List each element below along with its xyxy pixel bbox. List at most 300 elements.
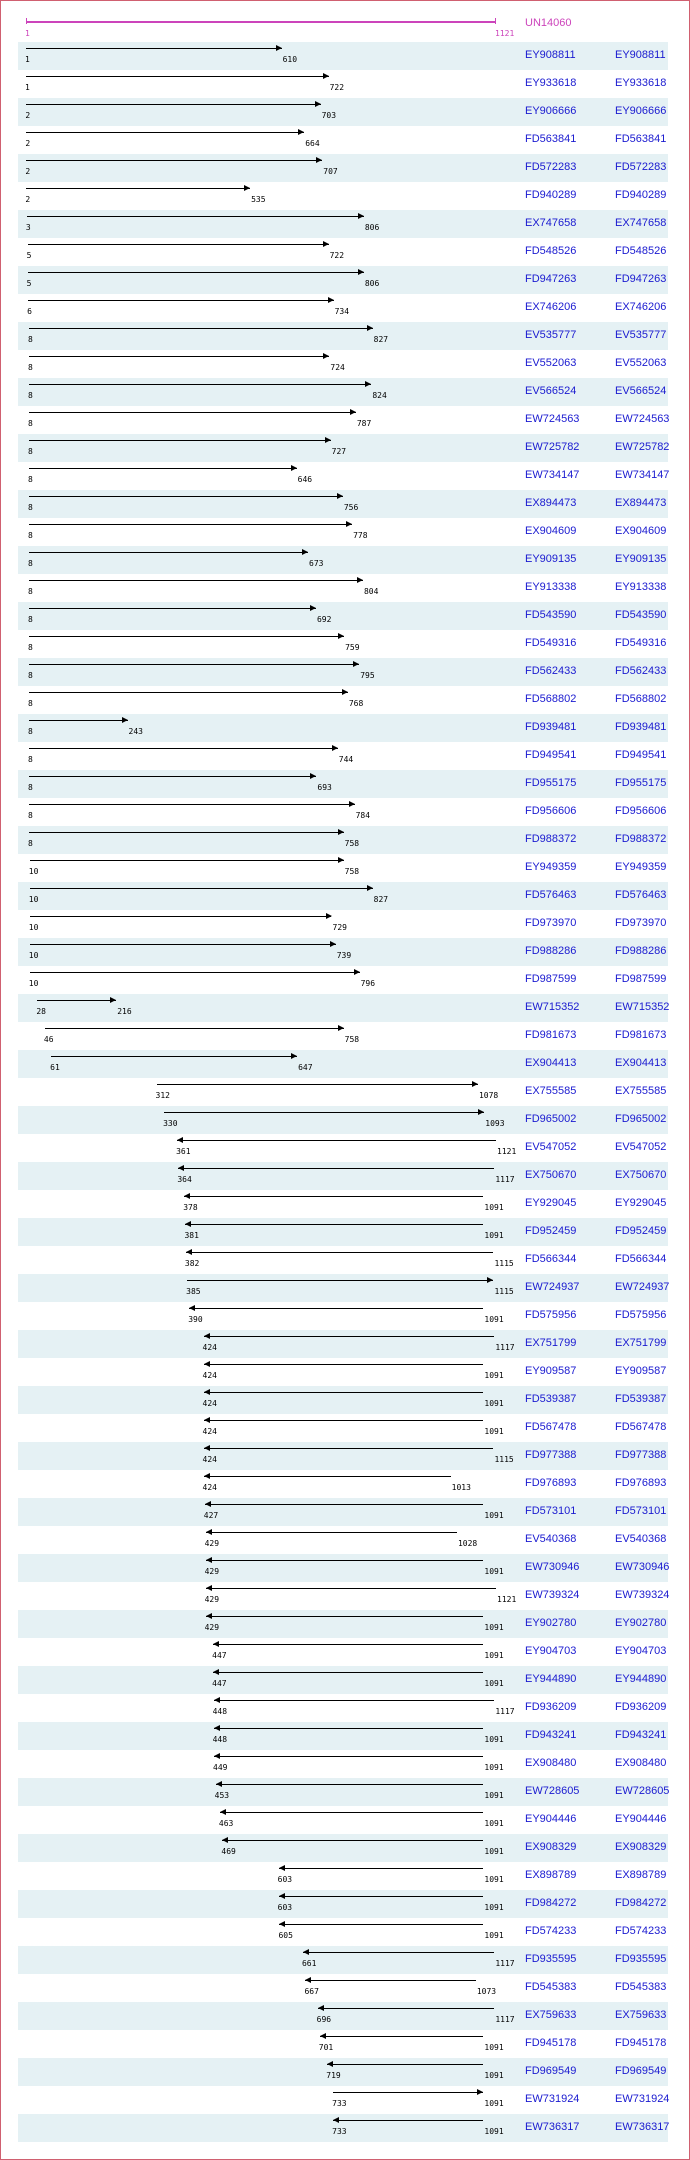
arrow-left-icon [206,1585,212,1591]
accession-link[interactable]: EW734147 [525,469,580,481]
end-position-label: 758 [344,1035,360,1044]
alignment-line [177,1140,496,1141]
accession-link[interactable]: EY929045 [525,1197,577,1209]
arrow-left-icon [305,1977,311,1983]
accession-link-secondary[interactable]: EV552063 [615,357,667,369]
arrow-right-icon [316,157,322,163]
accession-link[interactable]: FD940289 [525,189,577,201]
accession-link[interactable]: FD563841 [525,133,577,145]
accession-link[interactable]: EV552063 [525,357,577,369]
accession-link[interactable]: FD568802 [525,693,577,705]
arrow-right-icon [338,857,344,863]
arrow-left-icon [204,1473,210,1479]
arrow-left-icon [206,1529,212,1535]
accession-link[interactable]: FD943241 [525,1729,577,1741]
accession-link-secondary[interactable]: FD568802 [615,693,667,705]
accession-link-secondary[interactable]: EX894473 [615,497,667,509]
start-position-label: 603 [277,1875,293,1884]
alignment-line [29,496,343,497]
arrow-left-icon [206,1557,212,1563]
accession-link-secondary[interactable]: FD984272 [615,1897,667,1909]
start-position-label: 449 [213,1763,228,1772]
accession-link[interactable]: FD956606 [525,805,577,817]
alignment-line [303,1952,494,1953]
accession-link-secondary[interactable]: EW739324 [615,1589,670,1601]
start-position-label: 8 [27,811,33,820]
accession-link-secondary[interactable]: FD949541 [615,749,667,761]
start-position-label: 10 [28,867,39,876]
accession-link-secondary[interactable]: EY909135 [615,553,667,565]
alignment-line [184,1196,483,1197]
accession-link-secondary[interactable]: FD940289 [615,189,667,201]
arrow-right-icon [354,969,360,975]
alignment-line [30,944,336,945]
alignment-line [29,692,348,693]
accession-link[interactable]: FD939481 [525,721,577,733]
arrow-right-icon [487,1277,493,1283]
alignment-line [318,2008,495,2009]
accession-link-secondary[interactable]: EW728605 [615,1785,670,1797]
accession-link[interactable]: FD988372 [525,833,577,845]
start-position-label: 8 [27,671,33,680]
start-position-label: 424 [202,1371,217,1380]
accession-link[interactable]: EX750670 [525,1169,577,1181]
end-position-label: 795 [360,671,375,680]
alignment-line [29,804,355,805]
start-position-label: 424 [202,1399,217,1408]
start-position-label: 10 [28,951,39,960]
accession-link[interactable]: EX908480 [525,1757,577,1769]
alignment-line [222,1840,483,1841]
end-position-label: 1117 [495,2015,515,2024]
start-position-label: 378 [183,1203,198,1212]
accession-link-secondary[interactable]: EY904703 [615,1645,667,1657]
arrow-right-icon [349,801,355,807]
start-position-label: 424 [202,1483,217,1492]
end-position-label: 722 [329,251,345,260]
start-position-label: 2 [25,167,31,176]
accession-link[interactable]: EY909135 [525,553,577,565]
accession-link[interactable]: EW730946 [525,1561,580,1573]
accession-link[interactable]: EW728605 [525,1785,580,1797]
accession-link[interactable]: EV547052 [525,1141,577,1153]
accession-link[interactable]: EW724563 [525,413,580,425]
alignment-line [37,1000,116,1001]
accession-link-secondary[interactable]: FD988286 [615,945,667,957]
alignment-line [279,1896,484,1897]
start-position-label: 1 [25,55,30,64]
alignment-line [327,2064,483,2065]
alignment-line [26,132,304,133]
accession-link[interactable]: FD988286 [525,945,577,957]
arrow-right-icon [298,129,304,135]
accession-link[interactable]: EY904703 [525,1645,577,1657]
accession-link-secondary[interactable]: FD563841 [615,133,667,145]
accession-link[interactable]: FD576463 [525,889,577,901]
accession-link[interactable]: EY944890 [525,1673,577,1685]
accession-link-secondary[interactable]: FD935595 [615,1953,667,1965]
alignment-line [28,272,364,273]
arrow-right-icon [472,1081,478,1087]
arrow-right-icon [291,465,297,471]
accession-link-secondary[interactable]: EW724937 [615,1281,670,1293]
accession-link-secondary[interactable]: FD955175 [615,777,667,789]
arrow-right-icon [110,997,116,1003]
accession-link-secondary[interactable]: FD548526 [615,245,667,257]
arrow-left-icon [177,1137,183,1143]
end-position-label: 1115 [494,1259,514,1268]
arrow-right-icon [367,325,373,331]
arrow-left-icon [318,2005,324,2011]
alignment-line [186,1252,494,1253]
start-position-label: 8 [27,503,33,512]
accession-link-secondary[interactable]: FD973970 [615,917,667,929]
accession-link-secondary[interactable]: EX908480 [615,1757,667,1769]
accession-link-secondary[interactable]: FD965002 [615,1113,667,1125]
end-position-label: 1091 [484,1931,504,1940]
arrow-right-icon [122,717,128,723]
accession-link[interactable]: EY902780 [525,1617,577,1629]
accession-link[interactable]: EY933618 [525,77,577,89]
accession-link[interactable]: EY949359 [525,861,577,873]
accession-link-secondary[interactable]: EW730946 [615,1561,670,1573]
arrow-left-icon [320,2033,326,2039]
accession-link-secondary[interactable]: FD543590 [615,609,667,621]
accession-link-secondary[interactable]: EW725782 [615,441,670,453]
alignment-line [26,76,329,77]
arrow-left-icon [204,1417,210,1423]
accession-link[interactable]: EV540368 [525,1533,577,1545]
accession-link[interactable]: FD575956 [525,1309,577,1321]
alignment-line [30,860,344,861]
arrow-left-icon [220,1809,226,1815]
arrow-right-icon [323,241,329,247]
start-position-label: 8 [27,839,33,848]
accession-link[interactable]: EY909587 [525,1365,577,1377]
accession-link-secondary[interactable]: EY902780 [615,1617,667,1629]
start-position-label: 696 [316,2015,332,2024]
accession-link-secondary[interactable]: FD976893 [615,1477,667,1489]
end-position-label: 784 [355,811,371,820]
accession-link[interactable]: FD947263 [525,273,577,285]
end-position-label: 1121 [497,1595,517,1604]
accession-link-secondary[interactable]: FD539387 [615,1393,667,1405]
accession-link-secondary[interactable]: EX904609 [615,525,667,537]
alignment-line [30,972,360,973]
accession-link[interactable]: EV566524 [525,385,577,397]
arrow-right-icon [346,521,352,527]
accession-link-secondary[interactable]: FD566344 [615,1253,667,1265]
accession-link[interactable]: FD976893 [525,1477,577,1489]
start-position-label: 10 [28,923,39,932]
end-position-label: 724 [330,363,345,372]
arrow-right-icon [325,437,331,443]
accession-link[interactable]: EW724937 [525,1281,580,1293]
accession-link[interactable]: EY906666 [525,105,577,117]
accession-link[interactable]: FD945178 [525,2037,577,2049]
arrow-left-icon [333,2117,339,2123]
end-position-label: 1091 [484,1791,504,1800]
accession-link-secondary[interactable]: FD943241 [615,1729,667,1741]
accession-link-secondary[interactable]: EW731924 [615,2093,670,2105]
arrow-left-icon [206,1613,212,1619]
accession-link[interactable]: EX759633 [525,2009,577,2021]
alignment-line [28,244,329,245]
accession-link-secondary[interactable]: EY906666 [615,105,667,117]
end-position-label: 692 [316,615,332,624]
alignment-line [185,1224,483,1225]
accession-link-secondary[interactable]: EW736317 [615,2121,670,2133]
start-position-label: 10 [28,895,39,904]
alignment-line [28,300,334,301]
accession-link-secondary[interactable]: EX750670 [615,1169,667,1181]
arrow-right-icon [357,577,363,583]
start-position-label: 382 [184,1259,200,1268]
alignment-line [204,1364,484,1365]
accession-link[interactable]: EY913338 [525,581,577,593]
accession-link[interactable]: EX898789 [525,1869,577,1881]
accession-link-secondary[interactable]: EY929045 [615,1197,667,1209]
arrow-left-icon [213,1669,219,1675]
accession-link-secondary[interactable]: EY949359 [615,861,667,873]
accession-link[interactable]: EW725782 [525,441,580,453]
arrow-right-icon [310,605,316,611]
end-position-label: 756 [343,503,359,512]
accession-link[interactable]: EW731924 [525,2093,580,2105]
arrow-left-icon [214,1697,220,1703]
start-position-label: 719 [326,2071,341,2080]
start-position-label: 1 [25,83,30,92]
arrow-left-icon [189,1305,195,1311]
start-position-label: 8 [27,615,33,624]
accession-link[interactable]: FD548526 [525,245,577,257]
accession-link[interactable]: EX894473 [525,497,577,509]
accession-link[interactable]: FD952459 [525,1225,577,1237]
end-position-label: 1091 [484,1315,504,1324]
accession-link[interactable]: FD543590 [525,609,577,621]
end-position-label: 1115 [494,1455,514,1464]
start-position-label: 8 [27,699,33,708]
accession-link-secondary[interactable]: EV547052 [615,1141,667,1153]
arrow-right-icon [338,829,344,835]
accession-link[interactable]: EX746206 [525,301,577,313]
accession-link[interactable]: FD955175 [525,777,577,789]
alignment-line [29,608,316,609]
alignment-line [29,636,344,637]
accession-link[interactable]: FD573101 [525,1505,577,1517]
accession-link-secondary[interactable]: EX759633 [615,2009,667,2021]
end-position-label: 1091 [484,1651,504,1660]
end-position-label: 768 [348,699,364,708]
alignment-line [305,1980,475,1981]
end-position-label: 673 [309,559,324,568]
accession-link-secondary[interactable]: EW715352 [615,1001,670,1013]
alignment-line [214,1756,483,1757]
accession-link[interactable]: FD984272 [525,1897,577,1909]
accession-link-secondary[interactable]: EV535777 [615,329,667,341]
accession-link-secondary[interactable]: EW734147 [615,469,670,481]
accession-link-secondary[interactable]: EY933618 [615,77,667,89]
accession-link[interactable]: EX747658 [525,217,577,229]
arrow-right-icon [332,745,338,751]
arrow-left-icon [185,1221,191,1227]
accession-link-secondary[interactable]: EX908329 [615,1841,667,1853]
accession-link[interactable]: FD973970 [525,917,577,929]
alignment-line [220,1812,484,1813]
accession-link-secondary[interactable]: FD939481 [615,721,667,733]
accession-link[interactable]: EX755585 [525,1085,577,1097]
accession-link-secondary[interactable]: FD947263 [615,273,667,285]
start-position-label: 453 [214,1791,230,1800]
accession-link-secondary[interactable]: FD969549 [615,2065,667,2077]
accession-link[interactable]: FD965002 [525,1113,577,1125]
start-position-label: 3 [25,223,31,232]
accession-link-secondary[interactable]: EX755585 [615,1085,667,1097]
end-position-label: 1091 [484,2127,504,2136]
accession-link[interactable]: EW739324 [525,1589,580,1601]
accession-link-secondary[interactable]: EY944890 [615,1673,667,1685]
start-position-label: 5 [26,251,32,260]
arrow-left-icon [204,1333,210,1339]
end-position-label: 1091 [484,2099,504,2108]
alignment-line [29,580,363,581]
accession-link[interactable]: EY904446 [525,1813,577,1825]
start-position-label: 447 [212,1679,227,1688]
arrow-left-icon [222,1837,228,1843]
accession-link-secondary[interactable]: FD936209 [615,1701,667,1713]
accession-link-secondary[interactable]: FD573101 [615,1505,667,1517]
accession-link[interactable]: FD562433 [525,665,577,677]
accession-link-secondary[interactable]: EX746206 [615,301,667,313]
accession-link-secondary[interactable]: FD562433 [615,665,667,677]
start-position-label: 661 [301,1959,317,1968]
accession-link-secondary[interactable]: EX904413 [615,1057,667,1069]
accession-link[interactable]: FD539387 [525,1393,577,1405]
alignment-line [320,2036,484,2037]
accession-link[interactable]: FD949541 [525,749,577,761]
accession-link-secondary[interactable]: FD575956 [615,1309,667,1321]
end-position-label: 1091 [484,1427,504,1436]
alignment-line [205,1504,484,1505]
accession-link-secondary[interactable]: EX751799 [615,1337,667,1349]
accession-link-secondary[interactable]: FD977388 [615,1449,667,1461]
start-position-label: 8 [27,643,33,652]
alignment-line [279,1924,483,1925]
accession-link[interactable]: EY908811 [525,49,576,61]
accession-link-secondary[interactable]: FD952459 [615,1225,667,1237]
accession-link-secondary[interactable]: FD567478 [615,1421,667,1433]
start-position-label: 8 [27,559,33,568]
accession-link[interactable]: FD969549 [525,2065,577,2077]
end-position-label: 610 [282,55,298,64]
arrow-right-icon [291,1053,297,1059]
end-position-label: 1073 [476,1987,497,1996]
end-position-label: 729 [332,923,347,932]
accession-link-secondary[interactable]: EY904446 [615,1813,667,1825]
accession-link-secondary[interactable]: FD572283 [615,161,667,173]
end-position-label: 739 [336,951,352,960]
alignment-line [216,1784,484,1785]
accession-link-secondary[interactable]: FD576463 [615,889,667,901]
accession-link-secondary[interactable]: EX747658 [615,217,667,229]
start-position-label: 424 [202,1455,217,1464]
arrow-right-icon [338,633,344,639]
accession-link[interactable]: EW715352 [525,1001,580,1013]
accession-link-secondary[interactable]: EX898789 [615,1869,667,1881]
end-position-label: 722 [329,83,345,92]
accession-link[interactable]: EV535777 [525,329,577,341]
accession-link-secondary[interactable]: EY913338 [615,581,667,593]
start-position-label: 381 [184,1231,199,1240]
accession-link[interactable]: FD935595 [525,1953,577,1965]
end-position-label: 1091 [484,1231,504,1240]
alignment-line [164,1112,484,1113]
accession-link-secondary[interactable]: EW724563 [615,413,670,425]
accession-link[interactable]: EX751799 [525,1337,577,1349]
end-position-label: 1091 [484,1763,504,1772]
accession-link[interactable]: FD567478 [525,1421,577,1433]
accession-link-secondary[interactable]: EV566524 [615,385,667,397]
accession-link[interactable]: FD574233 [525,1925,577,1937]
accession-link[interactable]: EX904609 [525,525,577,537]
alignment-line [213,1644,483,1645]
accession-link-secondary[interactable]: EV540368 [615,1533,667,1545]
start-position-label: 8 [27,447,33,456]
end-position-label: 1121 [497,1147,517,1156]
accession-link-secondary[interactable]: FD987599 [615,973,667,985]
accession-link[interactable]: FD549316 [525,637,577,649]
arrow-right-icon [302,549,308,555]
accession-link[interactable]: FD572283 [525,161,577,173]
start-position-label: 469 [221,1847,236,1856]
accession-link[interactable]: FD977388 [525,1449,577,1461]
arrow-left-icon [279,1921,285,1927]
arrow-left-icon [205,1501,211,1507]
accession-link[interactable]: FD987599 [525,973,577,985]
accession-link[interactable]: EW736317 [525,2121,580,2133]
end-position-label: 1091 [484,2071,504,2080]
accession-link[interactable]: FD936209 [525,1701,577,1713]
accession-link-secondary[interactable]: FD574233 [615,1925,667,1937]
accession-link[interactable]: EX908329 [525,1841,577,1853]
start-position-label: 667 [304,1987,319,1996]
accession-link-secondary[interactable]: FD981673 [615,1029,667,1041]
accession-link-secondary[interactable]: FD549316 [615,637,667,649]
accession-link-secondary[interactable]: EY909587 [615,1365,667,1377]
start-position-label: 429 [204,1595,220,1604]
end-position-label: 1091 [484,1567,504,1576]
end-position-label: 1078 [478,1091,499,1100]
end-position-label: 734 [334,307,350,316]
alignment-line [29,468,297,469]
accession-link-secondary[interactable]: EY908811 [615,49,666,61]
end-position-label: 744 [338,755,354,764]
accession-link[interactable]: EX904413 [525,1057,577,1069]
accession-link[interactable]: FD566344 [525,1253,577,1265]
arrow-right-icon [276,45,282,51]
arrow-right-icon [365,381,371,387]
start-position-label: 8 [27,363,33,372]
accession-link[interactable]: FD545383 [525,1981,577,1993]
alignment-line [206,1616,484,1617]
accession-link[interactable]: FD981673 [525,1029,577,1041]
accession-link-secondary[interactable]: FD545383 [615,1981,667,1993]
arrow-right-icon [353,661,359,667]
accession-link-secondary[interactable]: FD988372 [615,833,667,845]
accession-link-secondary[interactable]: FD956606 [615,805,667,817]
accession-link-secondary[interactable]: FD945178 [615,2037,667,2049]
end-position-label: 758 [344,839,360,848]
